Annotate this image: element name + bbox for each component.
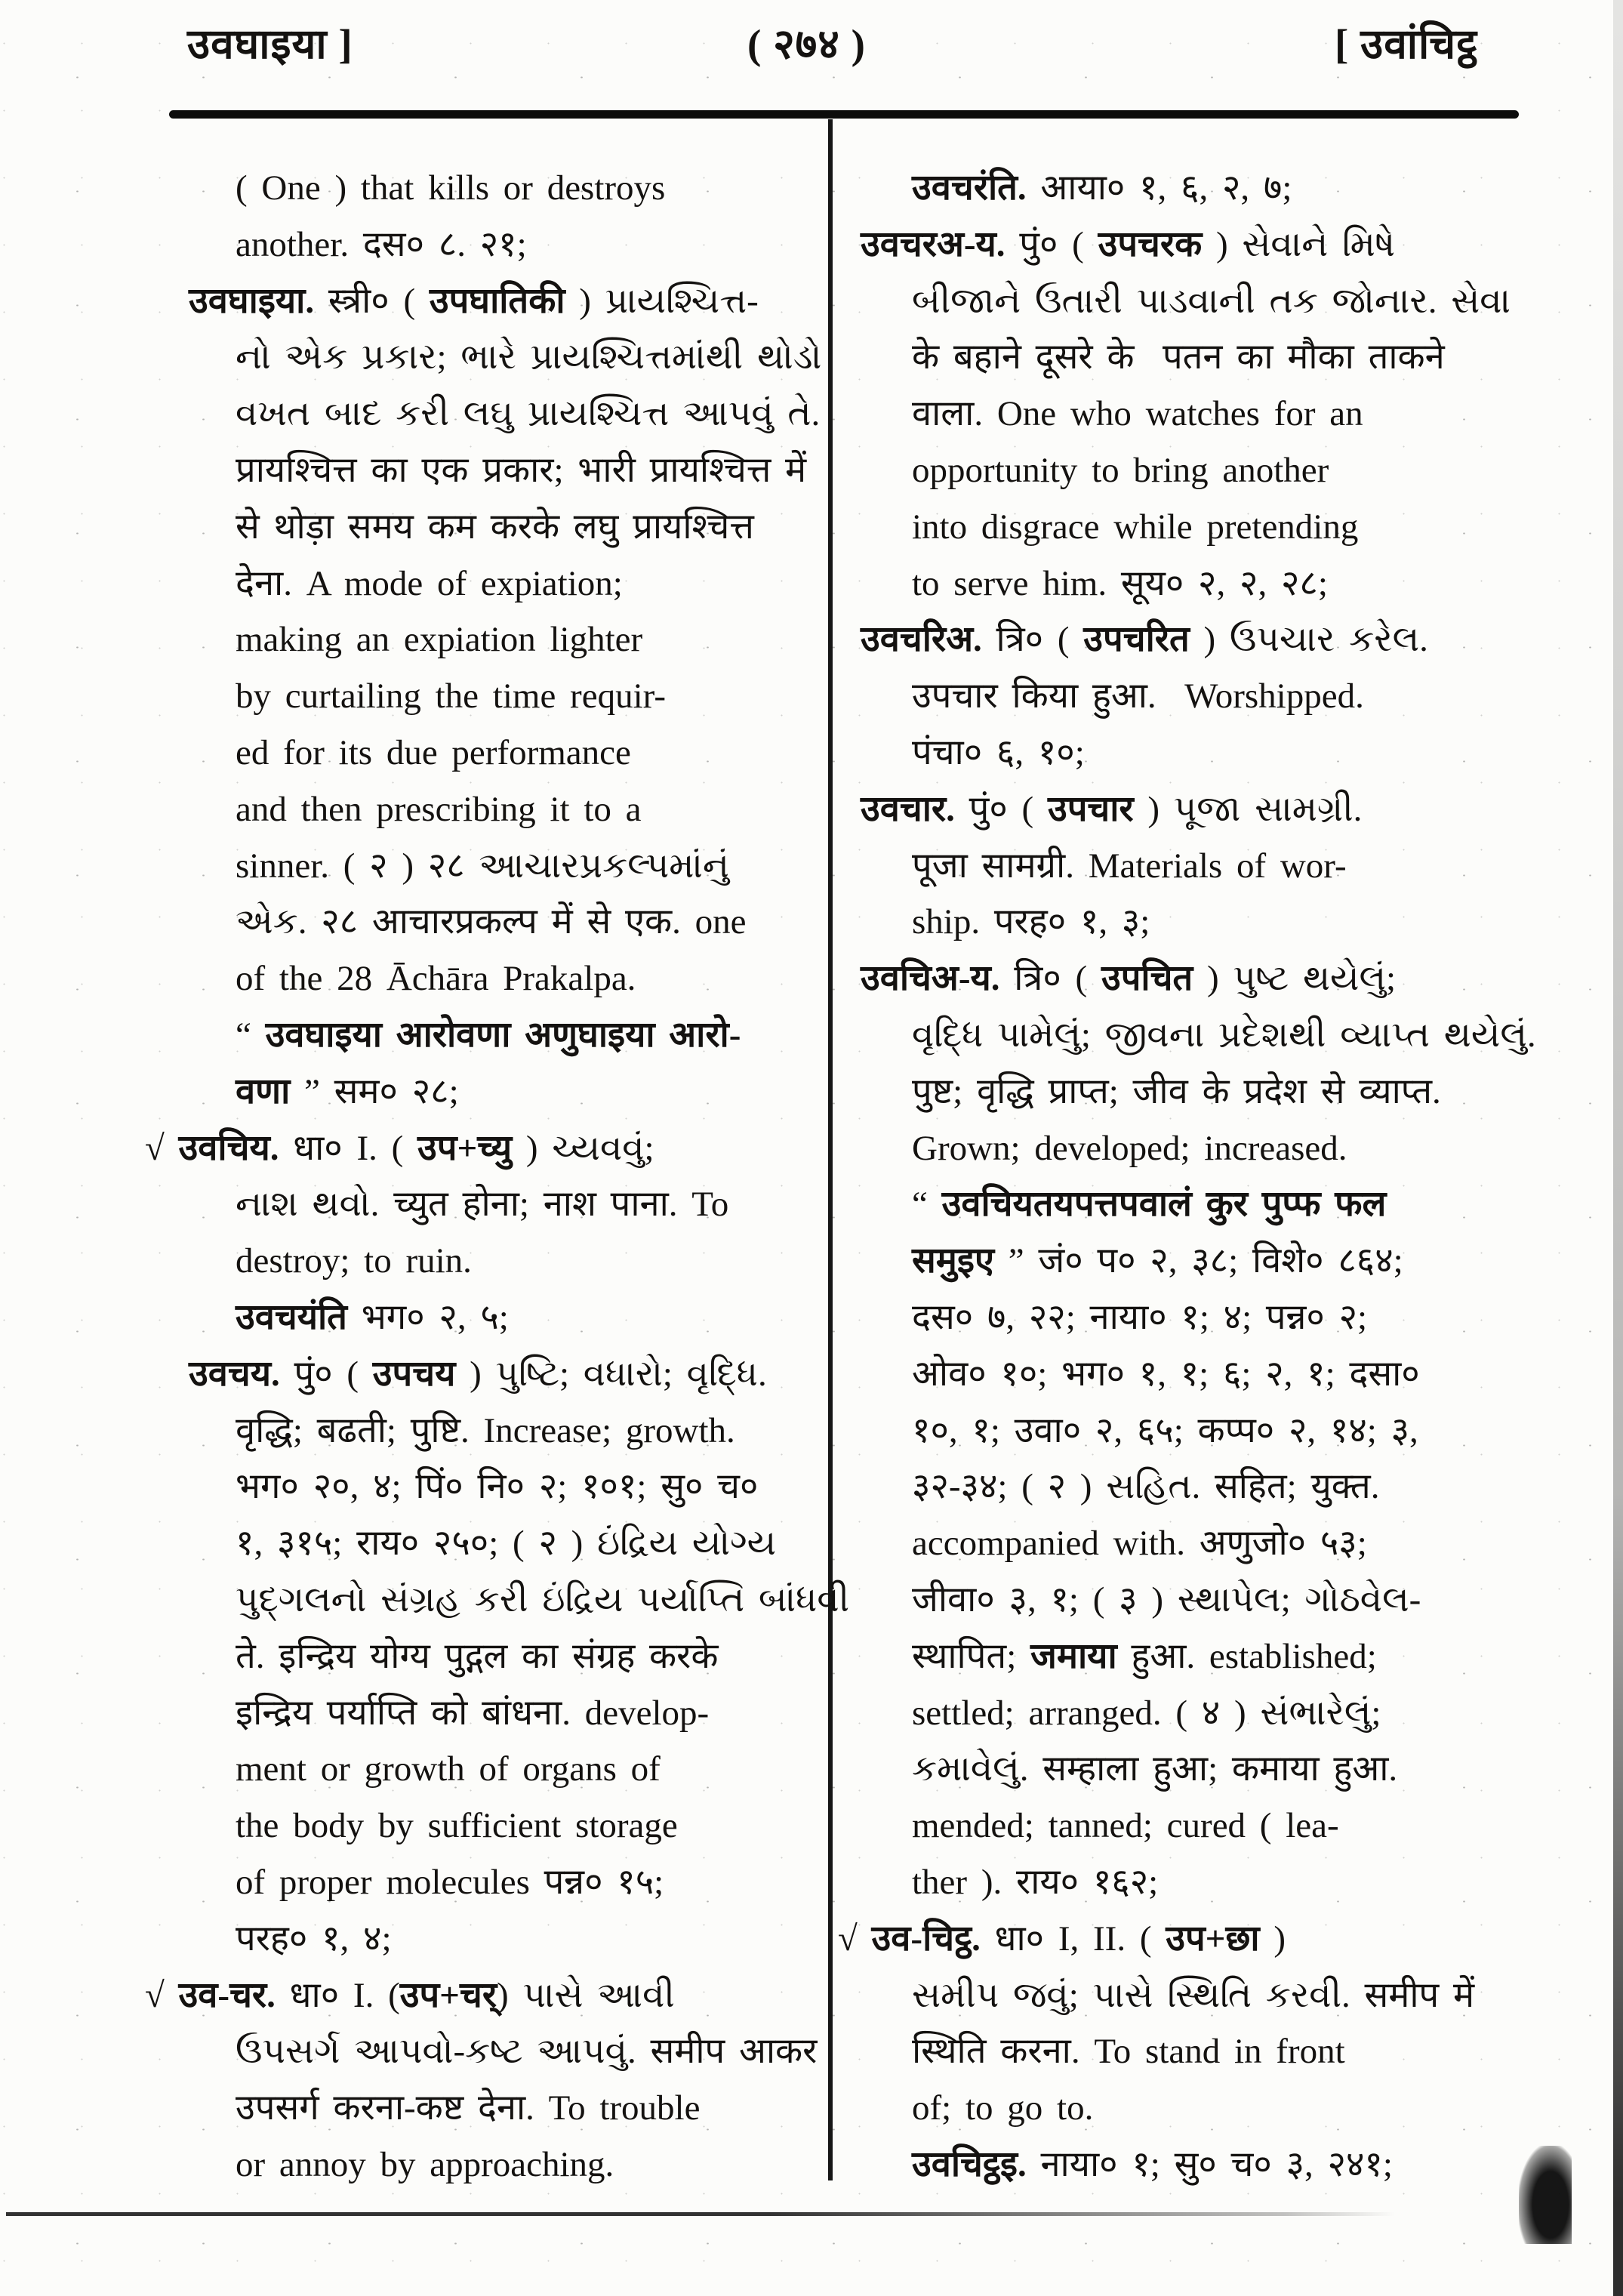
text-line: કમાવેલું. सम्हाला हुआ; कमाया हुआ. [912, 1749, 1398, 1789]
scan-corner-smudge-artifact [1519, 2146, 1572, 2244]
text-line: ओव० १०; भग० १, १; ६; २, १; दसा० [912, 1354, 1420, 1394]
text-line: १०, १; उवा० २, ६५; कप्प० २, १४; ३, [912, 1410, 1418, 1450]
text-line: पंचा० ६, १०; [912, 732, 1085, 772]
running-header-right-catchword: [ उवांचिट्ठ [1335, 21, 1478, 67]
text-line: of proper molecules पन्न० १५; [236, 1862, 664, 1902]
text-line: देना. A mode of expiation; [236, 563, 623, 603]
text-line: इन्द्रिय पर्याप्ति को बांधना. develop- [236, 1693, 710, 1733]
text-line: ઉપસર્ગ આપવો-કષ્ટ આપવું. समीप आकर [236, 2032, 818, 2072]
text-line: √ उव-चिट्ठ. धा० I, II. ( उप+छा ) [838, 1918, 1286, 1959]
text-line: ment or growth of organs of [236, 1749, 661, 1789]
column-divider-rule [828, 119, 833, 2180]
text-line: वाला. One who watches for an [912, 394, 1363, 434]
text-line: “ उवघाइया आरोवणा अणुघाइया आरो- [236, 1015, 741, 1055]
text-line: १, ३१५; राय० २५०; ( २ ) ઇંદ્રિય યોગ્ય [236, 1524, 777, 1564]
text-line: भग० २०, ४; पिं० नि० २; १०१; सु० च० [236, 1467, 759, 1507]
text-line: दस० ७, २२; नाया० १; ४; पन्न० २; [912, 1297, 1368, 1337]
page-number: ( २७४ ) [747, 21, 866, 67]
text-line: another. दस० ८. २१; [236, 224, 527, 264]
text-line: पूजा सामग्री. Materials of wor- [912, 846, 1347, 886]
right-column-text [838, 160, 1570, 2193]
text-line: of; to go to. [912, 2088, 1094, 2128]
text-line: બીજાને ઉતારી પાડવાની તક જોનાર. સેવા [912, 281, 1511, 321]
text-line: Grown; developed; increased. [912, 1128, 1347, 1168]
text-line: उवघाइया. स्त्री० ( उपघातिकी ) પ્રાયશ્ચિત્ત- [189, 281, 759, 321]
text-line: or annoy by approaching. [236, 2144, 614, 2184]
text-line: પુદ્ગલનો સંગ્રહ કરી ઇંદ્રિય પર્યાપ્તિ બાંધવી [236, 1579, 850, 1620]
running-header-left-catchword: उवघाइया ] [187, 21, 353, 67]
text-line: √ उव-चर. धा० I. (उप+चर्) પાસે આવી [145, 1975, 675, 2015]
text-line: उपचार किया हुआ. Worshipped. [912, 676, 1364, 717]
text-line: accompanied with. अणुजो० ५३; [912, 1524, 1367, 1564]
text-line: ther ). राय० १६२; [912, 1862, 1159, 1902]
text-line: and then prescribing it to a [236, 789, 642, 829]
text-line: વૃદ્ધિ પામેલું; જીવના પ્રદેશથી વ્યાપ્ત થયેલું. [912, 1015, 1536, 1055]
text-line: ed for its due performance [236, 732, 631, 772]
text-line: opportunity to bring another [912, 450, 1329, 490]
text-line: उवचिअ-य. त्रि० ( उपचित ) પુષ્ટ થયેલું; [861, 959, 1397, 999]
text-line: के बहाने दूसरे के पतन का मौका ताकने [912, 337, 1445, 378]
text-line: उवचिट्ठइ. नाया० १; सु० च० ३, २४१; [912, 2144, 1393, 2184]
text-line: mended; tanned; cured ( lea- [912, 1806, 1339, 1846]
text-line: સમીપ જવું; પાસે સ્થિતિ કરવી. समीप में [912, 1975, 1475, 2015]
text-line: sinner. ( २ ) २८ આચારપ્રકલ્પમાંનું [236, 846, 729, 886]
text-line: उवचरिअ. त्रि० ( उपचरित ) ઉપચાર કરેલ. [861, 620, 1428, 660]
scan-edge-artifact [1613, 0, 1623, 2296]
text-line: उवचार. पुं० ( उपचार ) પૂજા સામગ્રી. [861, 789, 1363, 829]
text-line: समुइए ” जं० प० २, ३८; विशे० ८६४; [912, 1241, 1403, 1281]
text-line: making an expiation lighter [236, 620, 643, 660]
text-line: उवचयंति भग० २, ५; [236, 1297, 509, 1337]
text-line: ३२-३४; ( २ ) સહિત. सहित; युक्त. [912, 1467, 1380, 1507]
text-line: the body by sufficient storage [236, 1806, 678, 1846]
text-line: स्थापित; जमाया हुआ. established; [912, 1636, 1377, 1676]
text-line: उपसर्ग करना-कष्ट देना. To trouble [236, 2088, 701, 2128]
text-line: उवचय. पुं० ( उपचय ) પુષ્ટિ; વધારો; વૃદ્ધિ. [189, 1354, 767, 1394]
text-line: એક. २८ आचारप्रकल्प में से एक. one [236, 902, 747, 942]
text-line: उवचरंति. आया० १, ६, २, ७; [912, 168, 1292, 208]
text-line: વખત બાદ કરી લઘુ પ્રાયશ્ચિત્ત આપવું તે. [236, 394, 821, 434]
text-line: परह० १, ४; [236, 1918, 392, 1959]
text-line: वणा ” सम० २८; [236, 1071, 459, 1111]
text-line: ship. परह० १, ३; [912, 902, 1150, 942]
text-line: destroy; to ruin. [236, 1241, 472, 1281]
scan-bottom-line-artifact [6, 2212, 1395, 2216]
text-line: by curtailing the time requir- [236, 676, 666, 717]
header-rule [169, 110, 1519, 119]
text-line: નો એક પ્રકાર; ભારે પ્રાયશ્ચિત્તમાંથી થોડો [236, 337, 822, 378]
text-line: से थोड़ा समय कम करके लघु प्रायश्चित्त [236, 507, 754, 547]
text-line: स्थिति करना. To stand in front [912, 2032, 1345, 2072]
text-line: उवचरअ-य. पुं० ( उपचरक ) સેવાને મિષે [861, 224, 1396, 264]
text-line: पुष्ट; वृद्धि प्राप्त; जीव के प्रदेश से व्याप्त. [912, 1071, 1441, 1111]
text-line: settled; arranged. ( ४ ) સંભારેલું; [912, 1693, 1381, 1733]
text-line: into disgrace while pretending [912, 507, 1359, 547]
text-line: जीवा० ३, १; ( ३ ) સ્થાપેલ; ગોઠવેલ- [912, 1579, 1421, 1620]
text-line: ( One ) that kills or destroys [236, 168, 666, 208]
text-line: નાશ થવો. च्युत होना; नाश पाना. To [236, 1185, 729, 1225]
left-column-text [145, 160, 850, 2193]
text-line: √ उवचिय. धा० I. ( उप+च्यु ) ચ્યવવું; [145, 1128, 654, 1168]
text-line: to serve him. सूय० २, २, २८; [912, 563, 1328, 603]
text-line: “ उवचियतयपत्तपवालं कुर पुप्फ फल [912, 1185, 1387, 1225]
text-line: of the 28 Āchāra Prakalpa. [236, 959, 636, 999]
text-line: प्रायश्चित्त का एक प्रकार; भारी प्रायश्चित्त में [236, 450, 807, 490]
text-line: वृद्धि; बढती; पुष्टि. Increase; growth. [236, 1410, 735, 1450]
text-line: ते. इन्द्रिय योग्य पुद्गल का संग्रह करके [236, 1636, 719, 1676]
